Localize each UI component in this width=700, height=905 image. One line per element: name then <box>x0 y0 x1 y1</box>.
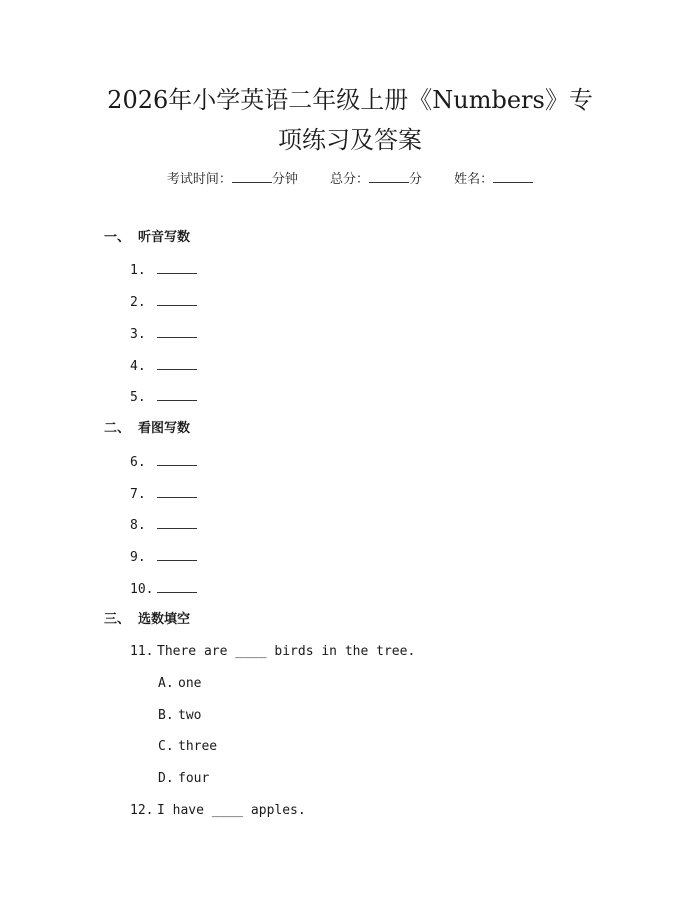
question-number: 4. <box>130 359 146 374</box>
option-text: two <box>178 708 202 723</box>
question-10 <box>130 578 197 600</box>
question-number: 3. <box>130 327 146 342</box>
question-number: 6. <box>130 455 146 470</box>
answer-blank[interactable] <box>157 386 197 401</box>
question-6 <box>130 451 197 473</box>
section-3-title: 选数填空 <box>138 612 191 627</box>
exam-time-field <box>167 172 302 187</box>
question-number: 10. <box>130 582 154 597</box>
section-3-number: 三、 <box>104 612 131 627</box>
option-text: four <box>178 771 210 786</box>
section-2-heading <box>104 419 190 439</box>
answer-blank[interactable] <box>157 546 197 561</box>
answer-blank[interactable] <box>157 259 197 274</box>
answer-blank[interactable] <box>157 291 197 306</box>
question-2 <box>130 291 197 313</box>
option-letter: D. <box>158 771 174 786</box>
option-letter: A. <box>158 676 174 691</box>
question-number: 7. <box>130 487 146 502</box>
question-text: I have ____ apples. <box>157 803 306 818</box>
question-11 <box>130 642 415 662</box>
total-score-field <box>330 172 426 187</box>
title-line-2: 项练习及答案 <box>278 126 422 154</box>
answer-blank[interactable] <box>157 483 197 498</box>
option-b[interactable] <box>158 706 201 726</box>
title-line-1: 2026年小学英语二年级上册《Numbers》专 <box>107 86 593 114</box>
question-number: 1. <box>130 263 146 278</box>
section-1-number: 一、 <box>104 230 131 245</box>
name-blank[interactable] <box>493 168 533 183</box>
question-number: 11. <box>130 644 154 659</box>
question-text: There are ____ birds in the tree. <box>157 644 416 659</box>
answer-blank[interactable] <box>157 451 197 466</box>
question-3 <box>130 323 197 345</box>
total-score-unit: 分 <box>409 172 423 187</box>
document-title <box>0 80 700 160</box>
option-text: three <box>178 739 218 754</box>
option-a[interactable] <box>158 674 201 694</box>
question-5 <box>130 386 197 408</box>
total-score-blank[interactable] <box>369 168 409 183</box>
question-number: 8. <box>130 518 146 533</box>
exam-time-unit: 分钟 <box>271 172 298 187</box>
option-letter: C. <box>158 739 174 754</box>
question-number: 12. <box>130 803 154 818</box>
answer-blank[interactable] <box>157 514 197 529</box>
section-1-title: 听音写数 <box>138 230 191 245</box>
question-9 <box>130 546 197 568</box>
question-number: 5. <box>130 390 146 405</box>
option-c[interactable] <box>158 737 217 757</box>
exam-time-blank[interactable] <box>232 168 272 183</box>
exam-info <box>0 168 700 190</box>
question-12 <box>130 801 306 821</box>
question-number: 2. <box>130 295 146 310</box>
question-1 <box>130 259 197 281</box>
option-d[interactable] <box>158 769 209 789</box>
exam-time-label: 考试时间： <box>166 172 232 187</box>
name-field <box>454 172 533 187</box>
section-1-heading <box>104 228 190 248</box>
answer-blank[interactable] <box>157 323 197 338</box>
name-label: 姓名： <box>454 172 494 187</box>
section-2-title: 看图写数 <box>138 421 191 436</box>
question-4 <box>130 355 197 377</box>
question-7 <box>130 483 197 505</box>
answer-blank[interactable] <box>157 578 197 593</box>
section-2-number: 二、 <box>104 421 131 436</box>
question-8 <box>130 514 197 536</box>
question-number: 9. <box>130 550 146 565</box>
section-3-heading <box>104 610 190 630</box>
total-score-label: 总分： <box>329 172 369 187</box>
answer-blank[interactable] <box>157 355 197 370</box>
option-letter: B. <box>158 708 174 723</box>
option-text: one <box>178 676 202 691</box>
